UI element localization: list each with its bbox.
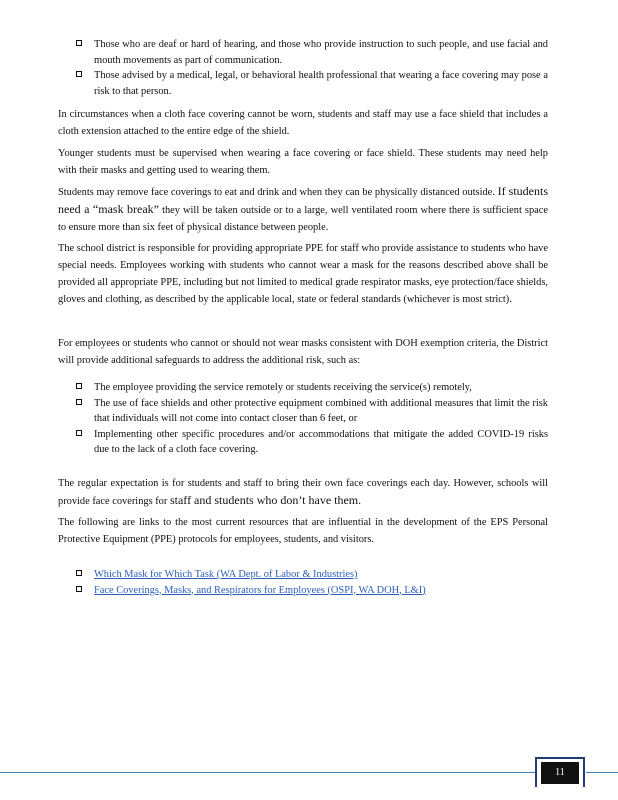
regular-expectation-paragraph: The regular expectation is for students and staff to bring their own face coverings each day. However, schools will provide face coverings for staff and students who don’t have them. (58, 478, 548, 507)
ppe-responsibility-paragraph: The school district is responsible for providing appropriate PPE for staff who provide assistance to students who have special needs. Employees working with students who cannot wear a mask for the reasons described above shall be provided all appropriate PPE, including but not limited to medical grade respirator masks, eye protection/face shields, gloves and clothing, as described by the applicable local, state or federal standards (whichever is most strict). (58, 243, 548, 305)
square-bullet-icon (76, 399, 82, 405)
square-bullet-icon (76, 430, 82, 436)
face-shield-paragraph: In circumstances when a cloth face covering cannot be worn, students and staff may use a face shield that includes a cloth extension attached to the entire edge of the shield. (58, 109, 548, 137)
list-item: Those advised by a medical, legal, or behavioral health professional that wearing a face covering may pose a risk to that person. (58, 68, 548, 99)
face-coverings-link[interactable]: Face Coverings, Masks, and Respirators for Employees (OSPI, WA DOH, L&I) (94, 584, 426, 596)
page-number: 11 (541, 762, 579, 784)
mask-break-paragraph: Students may remove face coverings to eat and drink and when they can be physically distanced outside. If students need a “mask break” they will be taken outside or to a large, well ventilated room where there is sufficient space to ensure more than six feet of physical distance between people. (58, 184, 549, 233)
square-bullet-icon (76, 383, 82, 389)
list-item: Those who are deaf or hard of hearing, and those who provide instruction to such people, and use facial and mouth movements as part of communication. (58, 37, 548, 68)
square-bullet-icon (76, 40, 82, 46)
face-covering-exemption-list (58, 37, 548, 99)
regular-expectation-emphasis: staff and students who don’t have them. (169, 493, 362, 507)
links-intro-paragraph: The following are links to the most current resources that are influential in the development of the EPS Personal Protective Equipment (PPE) protocols for employees, students, and visitors. (58, 517, 548, 545)
exemption-criteria-paragraph: For employees or students who cannot or should not wear masks consistent with DOH exemption criteria, the District will provide additional safeguards to address the additional risk, such as: (58, 338, 548, 366)
younger-students-paragraph: Younger students must be supervised when wearing a face covering or face shield. These students may need help with their masks and getting used to wearing them. (58, 148, 548, 176)
square-bullet-icon (76, 586, 82, 592)
additional-safeguards-list (58, 380, 548, 458)
list-item: The employee providing the service remotely or students receiving the service(s) remotely, (58, 380, 548, 396)
which-mask-link[interactable]: Which Mask for Which Task (WA Dept. of Labor & Industries) (94, 569, 358, 580)
footer-rule (0, 772, 584, 773)
list-item: The use of face shields and other protective equipment combined with additional measures that limit the risk that individuals will not come into contact closer than 6 feet, or (58, 396, 548, 427)
list-item (58, 567, 548, 583)
square-bullet-icon (76, 71, 82, 77)
list-item (58, 583, 548, 599)
footer-rule-right (586, 772, 618, 773)
resource-links-list (58, 567, 548, 598)
square-bullet-icon (76, 570, 82, 576)
mask-break-emphasis: If students need a “mask break” (58, 184, 548, 216)
list-item: Implementing other specific procedures and/or accommodations that mitigate the added COVID-19 risks due to the lack of a cloth face covering. (58, 427, 548, 458)
